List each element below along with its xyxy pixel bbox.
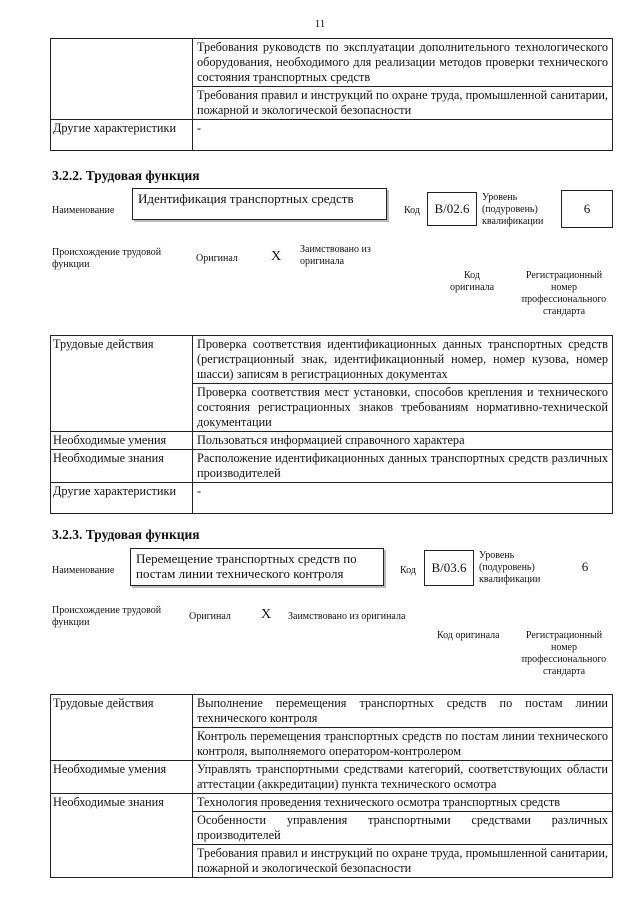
table-row [51,432,613,450]
row-item: Проверка соответствия идентификационных данных транспортных средств (регистрационный знак, идентификационный номер, номер кузова, номер шасси) записям в регистрационных документах [193,336,613,384]
row-item: Управлять транспортными средствами категорий, соответствующих области аттестации (аккредитации) пункта технического осмотра [193,761,613,794]
top-table [50,38,613,151]
code-value: B/02.6 [427,192,477,226]
row-item: Особенности управления транспортными средствами различных производителей [193,812,613,845]
reg-label: Регистрационный номер профессионального стандарта [521,630,607,677]
row-label: Трудовые действия [51,336,193,432]
row-label: Необходимые умения [51,761,193,794]
original-label: Оригинал [196,253,238,264]
table-row [51,695,613,728]
level-value: 6 [581,559,589,574]
table-row [51,794,613,812]
row-label: Другие характеристики [51,120,193,151]
reg-label: Регистрационный номер профессионального стандарта [521,270,607,317]
name-label: Наименование [52,205,115,216]
row-item: Проверка соответствия мест установки, способов крепления и технического состояния регистрационных знаков требованиям нормативно-технической документации [193,384,613,432]
row-item: Выполнение перемещения транспортных средств по постам линии технического контроля [193,695,613,728]
table-row [51,120,613,151]
original-mark: X [261,607,272,622]
row-label: Трудовые действия [51,695,193,761]
name-value: Перемещение транспортных средств по постам линии технического контроля [130,548,384,586]
table-row [51,39,613,87]
table-row [51,483,613,514]
row-item: Пользоваться информацией справочного характера [193,432,613,450]
borrowed-label: Заимствовано из оригинала [288,611,406,622]
level-value: 6 [561,190,613,228]
code-orig-label: Код оригинала [437,630,500,641]
row-item: Требования правил и инструкций по охране труда, промышленной санитарии, пожарной и экологической безопасности [193,87,613,120]
row-item: Расположение идентификационных данных транспортных средств различных производителей [193,450,613,483]
name-label: Наименование [52,565,115,576]
code-value: B/03.6 [424,550,474,586]
code-orig-label: Код оригинала [449,270,495,293]
table-row [51,450,613,483]
row-item: - [193,120,613,151]
row-label [51,39,193,120]
section-heading: 3.2.3. Трудовая функция [52,527,200,542]
row-item: Требования руководств по эксплуатации дополнительного технологического оборудования, необходимого для реализации методов проверки технического состояния транспортных средств [193,39,613,87]
row-label: Другие характеристики [51,483,193,514]
code-label: Код [404,205,420,216]
row-label: Необходимые знания [51,794,193,878]
code-label: Код [400,565,416,576]
borrowed-label: Заимствовано из оригинала [300,244,371,267]
row-item: - [193,483,613,514]
row-label: Необходимые умения [51,432,193,450]
row-item: Требования правил и инструкций по охране труда, промышленной санитарии, пожарной и экологической безопасности [193,845,613,878]
section-table [50,694,613,878]
level-label: Уровень (подуровень) квалификации [479,550,541,585]
level-label: Уровень (подуровень) квалификации [482,192,544,227]
table-row [51,336,613,384]
row-item: Контроль перемещения транспортных средств по постам линии технического контроля, выполняемого оператором-контролером [193,728,613,761]
page-number: 11 [314,18,326,30]
row-item: Технология проведения технического осмотра транспортных средств [193,794,613,812]
origin-label: Происхождение трудовой функции [52,605,162,628]
name-value: Идентификация транспортных средств [132,188,387,220]
section-table [50,335,613,514]
original-label: Оригинал [189,611,231,622]
origin-label: Происхождение трудовой функции [52,247,162,270]
original-mark: X [271,249,282,264]
row-label: Необходимые знания [51,450,193,483]
table-row [51,761,613,794]
section-heading: 3.2.2. Трудовая функция [52,168,200,183]
